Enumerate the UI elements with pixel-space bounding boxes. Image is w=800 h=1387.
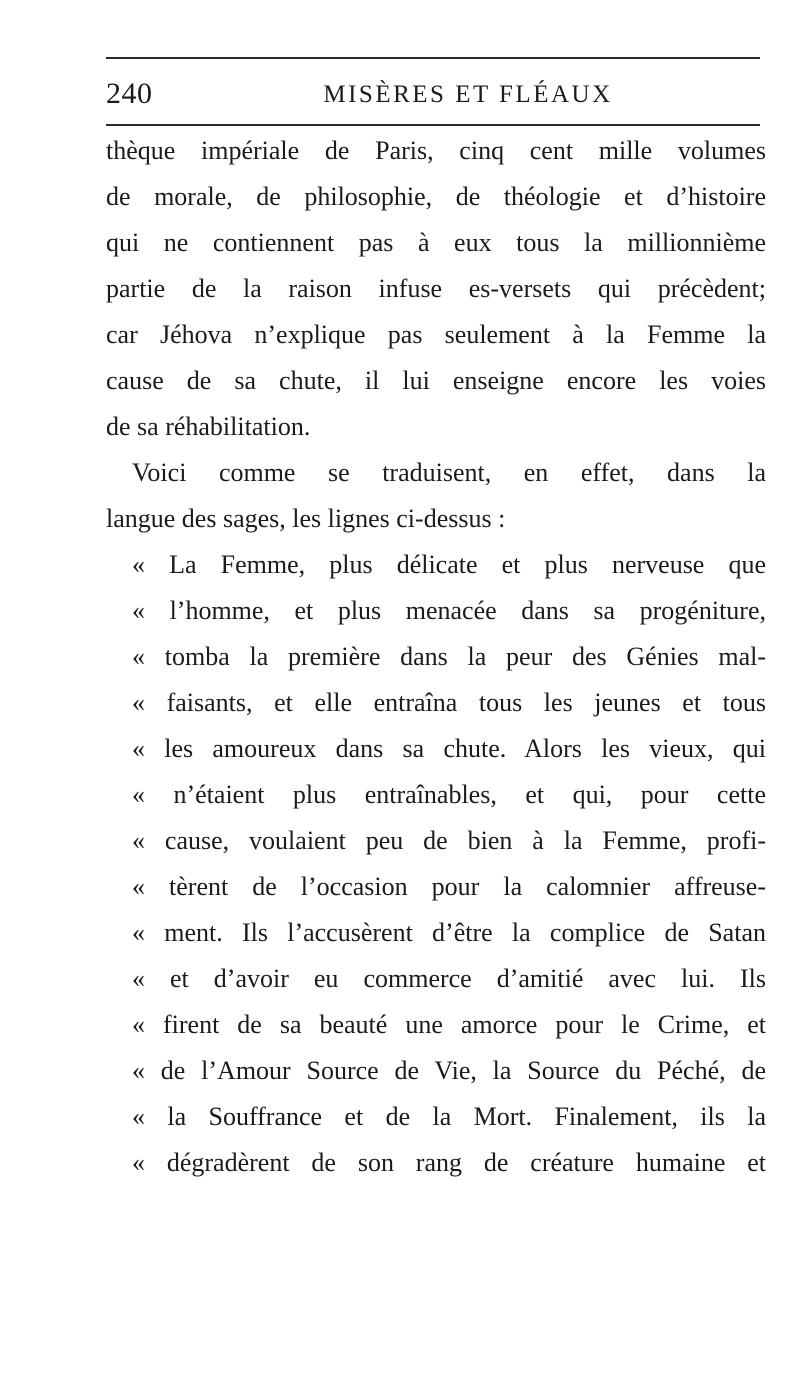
text-line: car Jéhova n’explique pas seulement à la Femme la [106, 320, 766, 349]
text-line: de morale, de philosophie, de théologie et d’histoire [106, 182, 766, 211]
text-line: thèque impériale de Paris, cinq cent mille volumes [106, 136, 766, 165]
page-number: 240 [106, 77, 153, 110]
running-title: MISÈRES ET FLÉAUX [323, 81, 613, 108]
quote-line: « dégradèrent de son rang de créature humaine et [132, 1148, 766, 1177]
quote-line: « tomba la première dans la peur des Génies mal- [132, 642, 766, 671]
quote-line: « la Souffrance et de la Mort. Finalement, ils la [132, 1102, 766, 1131]
quote-line: « l’homme, et plus menacée dans sa progéniture, [132, 596, 766, 625]
quote-line: « faisants, et elle entraîna tous les jeunes et tous [132, 688, 766, 717]
header-top-rule [106, 57, 760, 59]
quote-line: « firent de sa beauté une amorce pour le Crime, et [132, 1010, 766, 1039]
body-text [106, 128, 766, 1186]
quote-line: « et d’avoir eu commerce d’amitié avec lui. Ils [132, 964, 766, 993]
quote-line: « n’étaient plus entraînables, et qui, pour cette [132, 780, 766, 809]
quote-line: « les amoureux dans sa chute. Alors les vieux, qui [132, 734, 766, 763]
running-header [106, 70, 760, 114]
text-line: qui ne contiennent pas à eux tous la millionnième [106, 228, 766, 257]
quote-line: « cause, voulaient peu de bien à la Femme, profi- [132, 826, 766, 855]
text-line: partie de la raison infuse es-versets qui précèdent; [106, 274, 766, 303]
text-line: Voici comme se traduisent, en effet, dans la [132, 458, 766, 487]
header-bottom-rule [106, 124, 760, 126]
quote-line: « ment. Ils l’accusèrent d’être la complice de Satan [132, 918, 766, 947]
quote-line: « La Femme, plus délicate et plus nerveuse que [132, 550, 766, 579]
text-line: langue des sages, les lignes ci-dessus : [106, 504, 506, 533]
text-line: cause de sa chute, il lui enseigne encore les voies [106, 366, 766, 395]
quote-line: « tèrent de l’occasion pour la calomnier affreuse- [132, 872, 766, 901]
text-line: de sa réhabilitation. [106, 412, 311, 441]
quote-line: « de l’Amour Source de Vie, la Source du Péché, de [132, 1056, 766, 1085]
